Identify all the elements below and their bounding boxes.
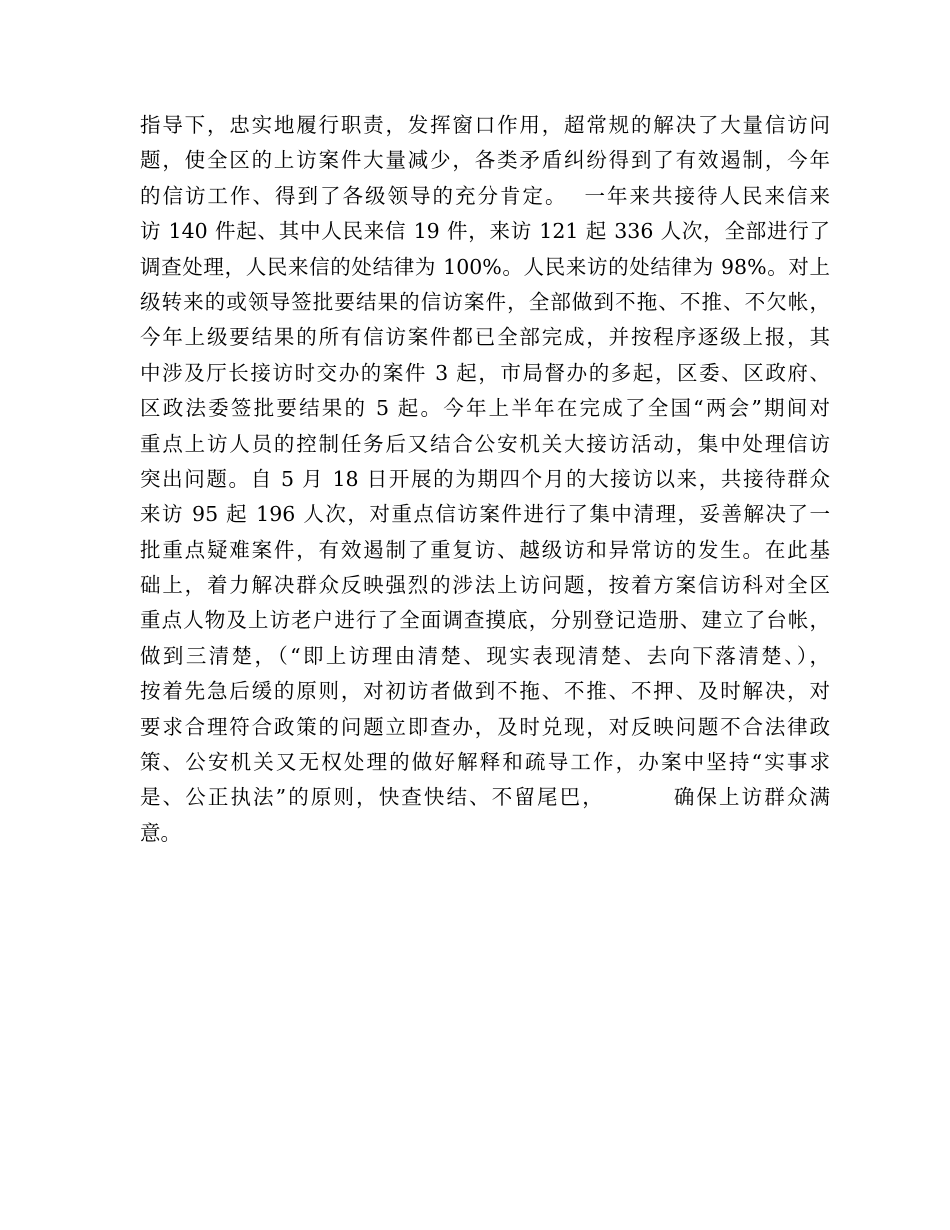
text-line: 策、公安机关又无权处理的做好解释和疏导工作，办案中坚持“实事求 <box>140 750 830 775</box>
text-line: 来访 95 起 196 人次，对重点信访案件进行了集中清理，妥善解决了一 <box>140 502 830 527</box>
text-line: 础上，着力解决群众反映强烈的涉法上访问题，按着方案信访科对全区 <box>140 573 830 598</box>
text-line: 指导下，忠实地履行职责，发挥窗口作用，超常规的解决了大量信访问 <box>140 113 830 137</box>
text-line: 中涉及厅长接访时交办的案件 3 起，市局督办的多起，区委、区政府、 <box>140 360 830 385</box>
text-line: 级转来的或领导签批要结果的信访案件，全部做到不拖、不推、不欠帐， <box>140 289 830 314</box>
text-line: 是、公正执法”的原则，快查快结、不留尾巴， 确保上访群众满 <box>140 785 830 810</box>
text-line: 重点上访人员的控制任务后又结合公安机关大接访活动，集中处理信访 <box>140 431 830 456</box>
text-line: 调查处理，人民来信的处结律为 100%。人民来访的处结律为 98%。对上 <box>140 254 830 279</box>
text-line: 题，使全区的上访案件大量减少，各类矛盾纠纷得到了有效遏制，今年 <box>140 148 830 173</box>
text-line: 今年上级要结果的所有信访案件都已全部完成，并按程序逐级上报，其 <box>140 325 830 350</box>
text-line: 意。 <box>140 820 181 845</box>
text-line: 的信访工作、得到了各级领导的充分肯定。 一年来共接待人民来信来 <box>140 183 830 208</box>
text-line: 批重点疑难案件，有效遏制了重复访、越级访和异常访的发生。在此基 <box>140 537 830 562</box>
text-line: 按着先急后缓的原则，对初访者做到不拖、不推、不押、及时解决，对 <box>140 679 830 704</box>
text-line: 访 140 件起、其中人民来信 19 件，来访 121 起 336 人次，全部进行了 <box>140 219 830 244</box>
text-line: 区政法委签批要结果的 5 起。今年上半年在完成了全国“两会”期间对 <box>140 396 830 421</box>
text-line: 做到三清楚，（“即上访理由清楚、现实表现清楚、去向下落清楚、）， <box>140 643 830 668</box>
text-line: 突出问题。自 5 月 18 日开展的为期四个月的大接访以来，共接待群众 <box>140 466 830 491</box>
text-line: 重点人物及上访老户进行了全面调查摸底，分别登记造册、建立了台帐， <box>140 608 830 633</box>
text-line: 要求合理符合政策的问题立即查办，及时兑现，对反映问题不合法律政 <box>140 714 830 739</box>
document-body <box>140 108 830 851</box>
